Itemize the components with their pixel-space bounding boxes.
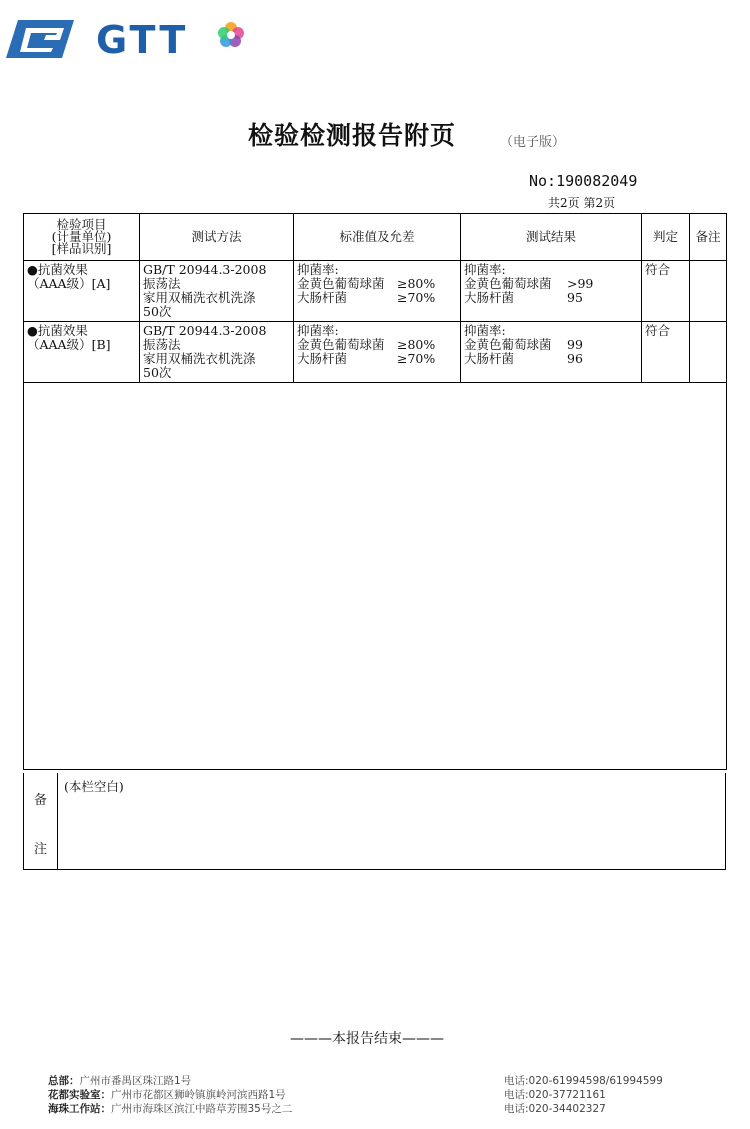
cell-judge: 符合: [642, 261, 690, 322]
flower-icon: [216, 20, 246, 50]
cell-standard: 抑菌率: 金黄色葡萄球菌 ≥80% 大肠杆菌 ≥70%: [294, 261, 461, 322]
cell-item: ●抗菌效果 （AAA级）[A]: [24, 261, 140, 322]
logo-text: GTT: [96, 18, 189, 62]
logo-mark-icon: [4, 16, 84, 64]
footer-contacts: [48, 1074, 708, 1116]
header-judge: 判定: [642, 214, 690, 261]
empty-area: [24, 383, 727, 770]
footer-row: 海珠工作站：广州市海珠区滨江中路草芳围35号之二 电话:020-34402327: [48, 1103, 606, 1115]
gtt-logo: [4, 16, 254, 64]
header-note: 备注: [690, 214, 727, 261]
remarks-label: 备 注: [24, 773, 58, 869]
footer-row: 花都实验室：广州市花都区狮岭镇旗岭河滨西路1号 电话:020-37721161: [48, 1089, 606, 1101]
table-row: [24, 322, 727, 383]
cell-method: GB/T 20944.3-2008 振荡法 家用双桶洗衣机洗涤 50次: [140, 322, 294, 383]
cell-item: ●抗菌效果 （AAA级）[B]: [24, 322, 140, 383]
empty-area-row: [24, 383, 727, 770]
report-end-text: ———本报告结束———: [290, 1031, 444, 1047]
cell-standard: 抑菌率: 金黄色葡萄球菌 ≥80% 大肠杆菌 ≥70%: [294, 322, 461, 383]
report-title: 检验检测报告附页: [248, 121, 457, 150]
report-number: No:190082049: [529, 172, 638, 190]
remarks-box: [23, 773, 726, 870]
cell-judge: 符合: [642, 322, 690, 383]
cell-note: [690, 261, 727, 322]
cell-result: 抑菌率: 金黄色葡萄球菌 99 大肠杆菌 96: [461, 322, 642, 383]
footer-row: 总部：广州市番禺区珠江路1号 电话:020-61994598/61994599: [48, 1075, 663, 1087]
table-row: [24, 261, 727, 322]
results-table: [23, 213, 727, 770]
header-item: 检验项目 (计量单位) [样品识别]: [24, 214, 140, 261]
edition-label: （电子版）: [500, 135, 566, 150]
header-result: 测试结果: [461, 214, 642, 261]
remarks-content: (本栏空白): [64, 779, 124, 794]
table-header-row: [24, 214, 727, 261]
header-standard: 标准值及允差: [294, 214, 461, 261]
cell-result: 抑菌率: 金黄色葡萄球菌 >99 大肠杆菌 95: [461, 261, 642, 322]
cell-note: [690, 322, 727, 383]
page-count: 共2页 第2页: [548, 196, 616, 210]
cell-method: GB/T 20944.3-2008 振荡法 家用双桶洗衣机洗涤 50次: [140, 261, 294, 322]
header-method: 测试方法: [140, 214, 294, 261]
